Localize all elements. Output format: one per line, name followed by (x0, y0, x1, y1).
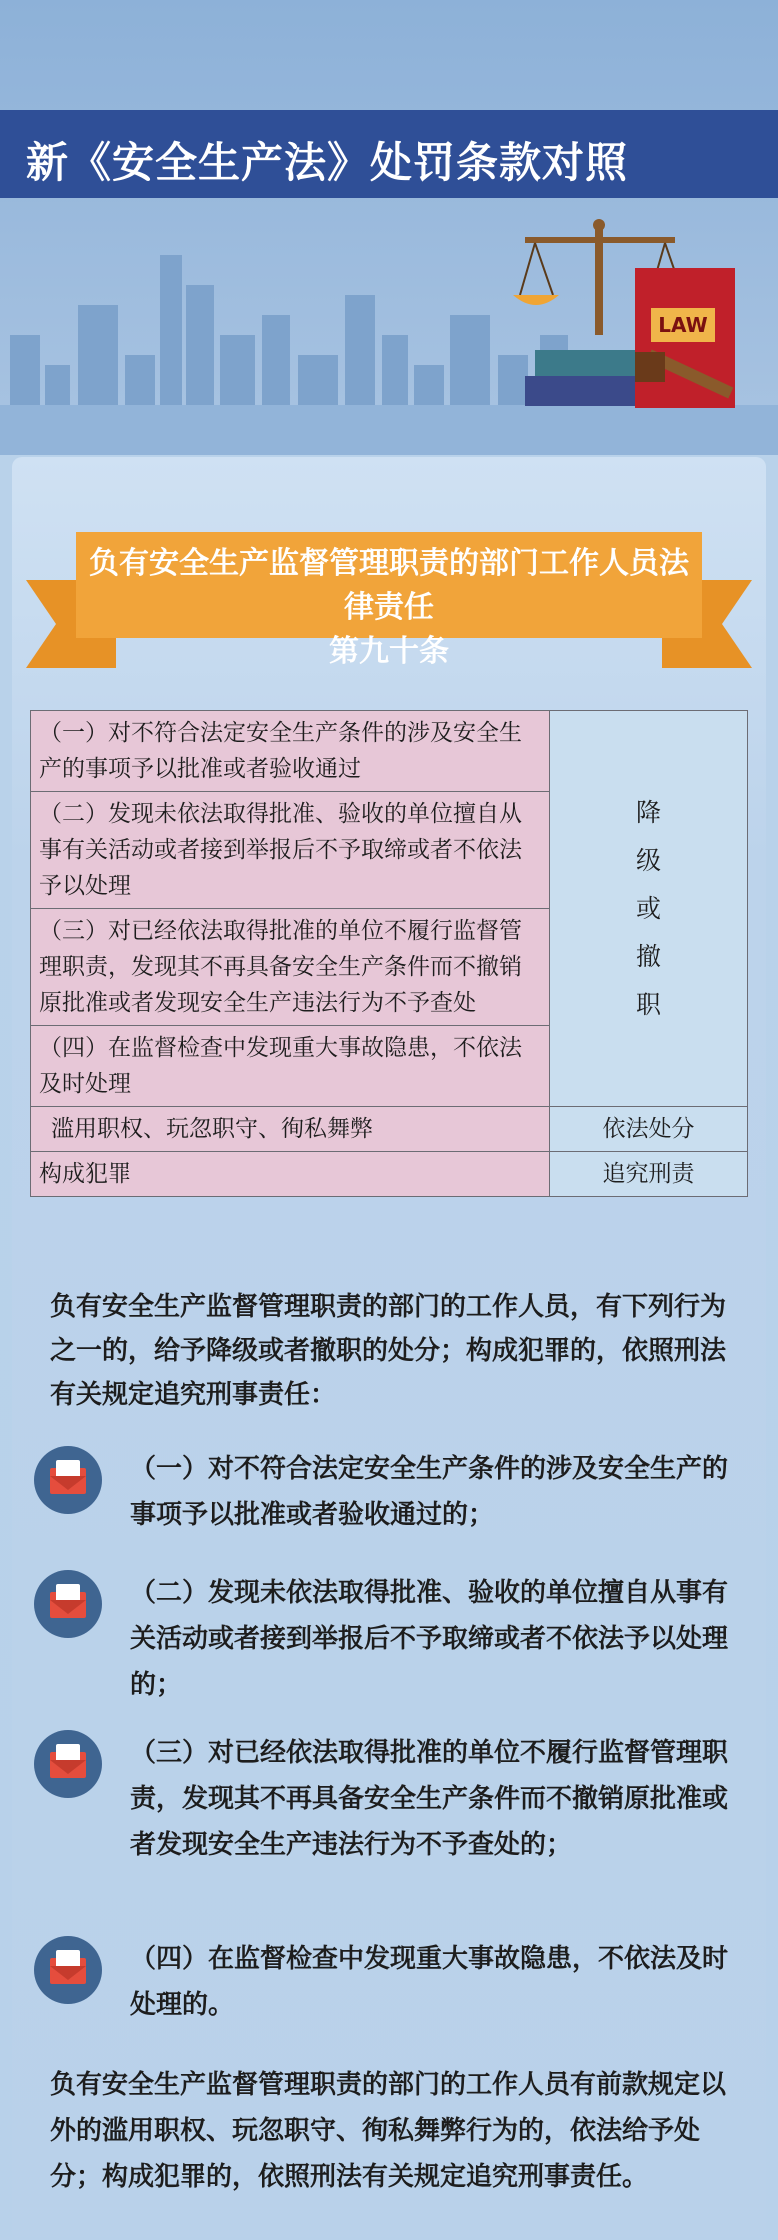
mail-icon (34, 1446, 102, 1514)
list-item-text: （一）对不符合法定安全生产条件的涉及安全生产的事项予以批准或者验收通过的； (130, 1454, 729, 1530)
svg-text:LAW: LAW (658, 313, 708, 337)
ribbon-heading: 负有安全生产监督管理职责的部门工作人员法律责任 (89, 546, 689, 625)
table-cell: （一）对不符合法定安全生产条件的涉及安全生产的事项予以批准或者验收通过 (31, 711, 550, 792)
table-cell-merged (550, 711, 748, 1107)
page-title: 新《安全生产法》处罚条款对照 (26, 138, 629, 187)
mail-icon (34, 1570, 102, 1638)
mail-icon (34, 1936, 102, 2004)
table-cell: 滥用职权、玩忽职守、徇私舞弊 (31, 1107, 550, 1152)
table-row (31, 1107, 748, 1152)
intro-paragraph: 负有安全生产监督管理职责的部门的工作人员，有下列行为之一的，给予降级或者撤职的处分；构成犯罪的，依照刑法有关规定追究刑事责任： (50, 1292, 727, 1410)
table-cell: 构成犯罪 (31, 1152, 550, 1197)
table-cell: 追究刑责 (550, 1152, 748, 1197)
mail-icon (34, 1730, 102, 1798)
table-row (31, 1152, 748, 1197)
closing-paragraph: 负有安全生产监督管理职责的部门的工作人员有前款规定以外的滥用职权、玩忽职守、徇私舞弊行为的，依法给予处分；构成犯罪的，依照刑法有关规定追究刑事责任。 (50, 2070, 727, 2192)
list-item-text: （二）发现未依法取得批准、验收的单位擅自从事有关活动或者接到举报后不予取缔或者不依法予以处理的； (130, 1578, 729, 1700)
table-cell: （三）对已经依法取得批准的单位不履行监督管理职责，发现其不再具备安全生产条件而不撤销原批准或者发现安全生产违法行为不予查处 (31, 909, 550, 1026)
hero (0, 0, 778, 455)
title-banner (0, 110, 778, 198)
penalty-table (30, 710, 748, 1197)
list-item-text: （三）对已经依法取得批准的单位不履行监督管理职责，发现其不再具备安全生产条件而不撤销原批准或者发现安全生产违法行为不予查处的； (130, 1738, 729, 1860)
table-row (31, 711, 748, 792)
section-ribbon (0, 510, 778, 680)
table-cell: （二）发现未依法取得批准、验收的单位擅自从事有关活动或者接到举报后不予取缔或者不依法予以处理 (31, 792, 550, 909)
list-item-text: （四）在监督检查中发现重大事故隐患，不依法及时处理的。 (130, 1944, 729, 2020)
table-cell: 依法处分 (550, 1107, 748, 1152)
law-book-icon (525, 268, 765, 418)
ribbon-body (76, 532, 702, 669)
merged-penalty: 降级或撤职 (635, 797, 661, 1019)
ribbon-article: 第九十条 (329, 634, 449, 669)
table-cell: （四）在监督检查中发现重大事故隐患，不依法及时处理 (31, 1026, 550, 1107)
